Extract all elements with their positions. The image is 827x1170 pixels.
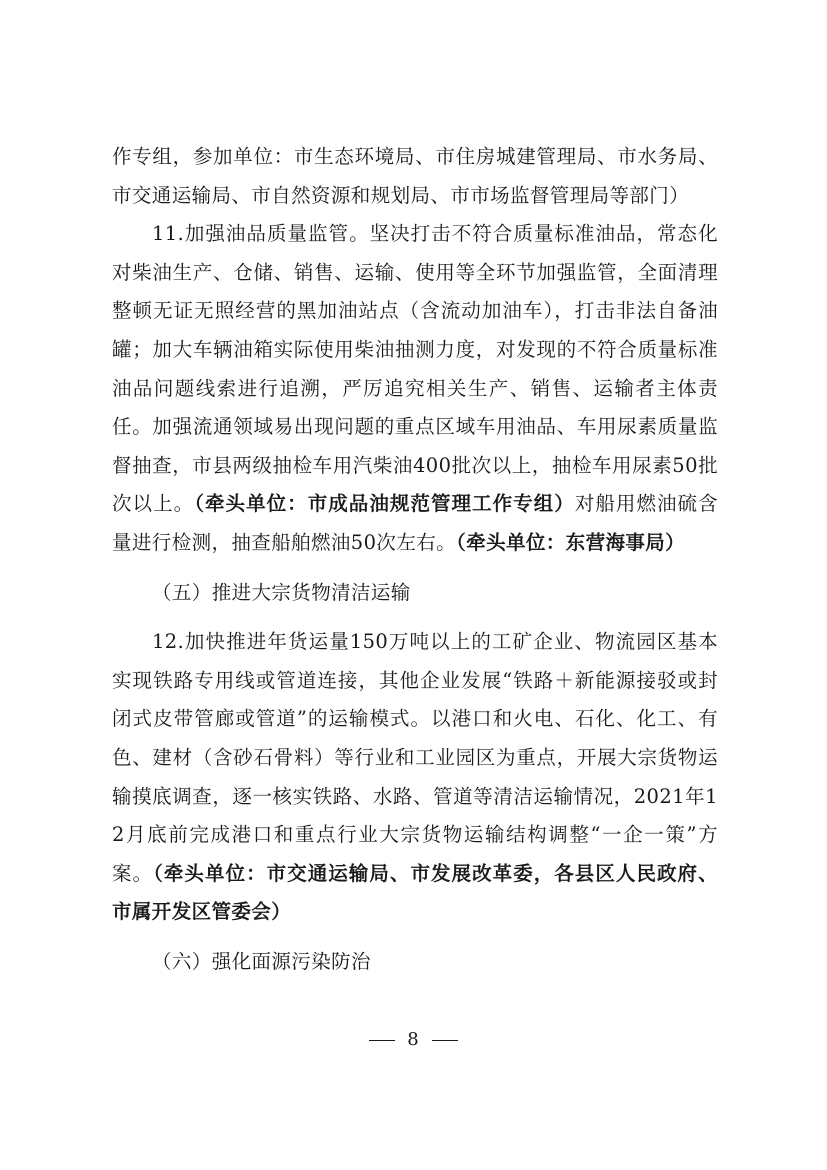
section-heading-5: （五）推进大宗货物清洁运输 <box>152 580 411 604</box>
body-text <box>112 138 718 981</box>
paragraph-text: 对船用燃油硫含量进行检测，抽查船舶燃油50次左右。 <box>112 492 718 554</box>
paragraph-item-11 <box>112 215 718 562</box>
paragraph-text: 11.加强油品质量监管。坚决打击不符合质量标准油品，常态化对柴油生产、仓储、销售、运输、使用等全环节加强监管，全面清理整顿无证无照经营的黑加油站点（含流动加油车），打击非法自备油罐；加大车辆油箱实际使用柴油抽测力度，对发现的不符合质量标准油品问题线索进行追溯，严厉追究相关生产、销售、运输者主体责任。加强流通领域易出现问题的重点区域车用油品、车用尿素质量监督抽查，市县两级抽检车用汽柴油400批次以上，抽检车用尿素50批次以上。 <box>112 222 718 516</box>
page-number-value: 8 <box>407 1029 420 1050</box>
lead-unit-note: （牵头单位：市成品油规范管理工作专组） <box>194 492 575 516</box>
page-number <box>0 1028 827 1052</box>
paragraph-continued <box>112 138 718 215</box>
lead-unit-note: （牵头单位：市交通运输局、市发展改革委，各县区人民政府、市属开发区管委会） <box>112 861 718 924</box>
lead-unit-note: （牵头单位：东营海事局） <box>456 530 686 554</box>
paragraph-item-12 <box>112 623 718 932</box>
paragraph-text: 作专组，参加单位：市生态环境局、市住房城建管理局、市水务局、市交通运输局、市自然资源和规划局、市市场监督管理局等部门） <box>112 145 718 207</box>
dash-right <box>432 1040 458 1041</box>
paragraph-text: 12.加快推进年货运量150万吨以上的工矿企业、物流园区基本实现铁路专用线或管道连接，其他企业发展“铁路＋新能源接驳或封闭式皮带管廊或管道”的运输模式。以港口和火电、石化、化工、有色、建材（含砂石骨料）等行业和工业园区为重点，开展大宗货物运输摸底调查，逐一核实铁路、水路、管道等清洁运输情况，2021年12月底前完成港口和重点行业大宗货物运输结构调整“一企一策”方案。 <box>112 630 718 885</box>
section-heading-6: （六）强化面源污染防治 <box>152 949 371 973</box>
dash-left <box>369 1040 395 1041</box>
